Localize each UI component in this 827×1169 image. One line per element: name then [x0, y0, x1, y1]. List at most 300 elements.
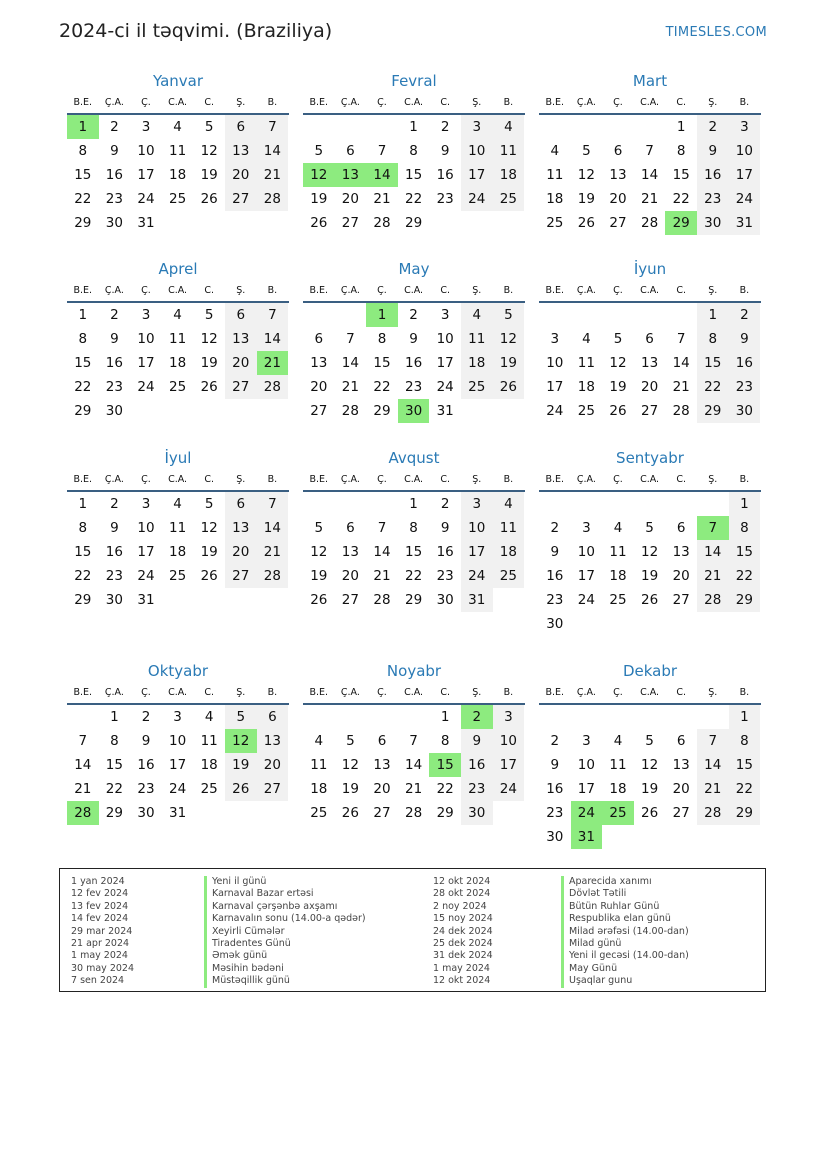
day-cell: 2	[409, 307, 418, 323]
day-cell: 27	[310, 403, 328, 419]
day-cell: 26	[640, 805, 659, 821]
holiday-day-cell: 12	[303, 163, 335, 187]
day-cell: 19	[310, 568, 328, 584]
day-cell: 20	[310, 379, 328, 395]
day-cell: 7	[257, 303, 289, 327]
day-cell: 28	[697, 588, 729, 612]
day-cell: 7	[257, 115, 289, 139]
day-cell: 1	[729, 705, 761, 729]
day-cell: 9	[697, 139, 729, 163]
day-grid	[67, 303, 289, 423]
month-name: Mart	[632, 72, 668, 90]
weekday-label: B.E.	[73, 474, 93, 485]
day-cell: 1	[78, 496, 88, 512]
day-cell: 4	[493, 115, 525, 139]
day-cell: 9	[461, 729, 493, 753]
day-grid	[303, 303, 525, 423]
day-cell: 14	[697, 540, 729, 564]
weekday-label: B.E.	[73, 97, 93, 108]
weekday-label: Ş.	[472, 97, 482, 108]
legend-date: 2 noy 2024	[433, 900, 487, 912]
day-cell: 14	[672, 355, 690, 371]
day-cell: 5	[645, 520, 654, 536]
day-cell: 25	[310, 805, 328, 821]
day-cell: 6	[225, 115, 257, 139]
weekday-label: Ç.A.	[104, 687, 124, 698]
day-cell: 5	[204, 119, 214, 135]
day-cell: 6	[225, 492, 257, 516]
weekday-label: C.A.	[404, 474, 424, 485]
legend-date: 24 dek 2024	[433, 925, 493, 937]
month-block	[303, 71, 525, 235]
weekday-label: C.	[204, 474, 214, 485]
empty-cell	[335, 115, 367, 139]
day-cell: 23	[729, 375, 761, 399]
day-cell: 14	[640, 167, 659, 183]
empty-cell	[303, 705, 335, 729]
day-cell: 7	[676, 331, 686, 347]
legend-date: 1 yan 2024	[71, 876, 125, 887]
day-cell: 31	[137, 215, 155, 231]
brand-link[interactable]: TIMESLES.COM	[665, 25, 767, 40]
day-cell: 21	[697, 564, 729, 588]
legend-holiday-name: May Günü	[561, 963, 689, 975]
day-cell: 27	[225, 375, 257, 399]
month-name: Dekabr	[622, 662, 678, 680]
empty-cell	[67, 705, 99, 729]
month-name: İyun	[633, 260, 667, 278]
day-cell: 7	[697, 729, 729, 753]
day-cell: 10	[461, 139, 493, 163]
holiday-day-cell: 13	[335, 163, 367, 187]
holiday-legend	[59, 868, 766, 992]
day-cell: 21	[672, 379, 690, 395]
day-cell: 18	[609, 568, 627, 584]
weekday-header	[303, 683, 525, 705]
weekday-label: Ç.A.	[576, 687, 596, 698]
holiday-day-cell: 12	[225, 729, 257, 753]
day-cell: 19	[609, 379, 627, 395]
day-cell: 17	[546, 379, 564, 395]
day-cell: 22	[373, 379, 391, 395]
day-cell: 25	[493, 564, 525, 588]
day-cell: 20	[225, 163, 257, 187]
day-cell: 22	[74, 191, 92, 207]
day-cell: 3	[493, 705, 525, 729]
day-cell: 2	[440, 119, 450, 135]
day-cell: 1	[440, 709, 450, 725]
weekday-label: Ç.	[141, 285, 151, 296]
weekday-label: C.A.	[168, 97, 188, 108]
weekday-label: Ç.	[141, 97, 151, 108]
weekday-label: B.E.	[309, 285, 329, 296]
day-cell: 21	[373, 568, 391, 584]
day-cell: 16	[404, 355, 423, 371]
day-cell: 28	[257, 187, 289, 211]
day-cell: 11	[310, 757, 328, 773]
weekday-label: B.E.	[545, 97, 565, 108]
day-cell: 25	[168, 191, 187, 207]
day-cell: 18	[493, 540, 525, 564]
day-cell: 14	[257, 139, 289, 163]
weekday-header	[67, 93, 289, 115]
day-cell: 15	[729, 753, 761, 777]
legend-holiday-name: Aparecida xanımı	[561, 876, 689, 888]
day-cell: 27	[672, 592, 690, 608]
day-cell: 19	[493, 351, 525, 375]
weekday-label: C.A.	[640, 285, 660, 296]
day-cell: 3	[141, 496, 151, 512]
day-cell: 19	[310, 191, 328, 207]
day-cell: 11	[546, 167, 564, 183]
day-cell: 13	[257, 729, 289, 753]
day-cell: 11	[168, 331, 187, 347]
day-cell: 27	[341, 592, 359, 608]
day-cell: 23	[404, 379, 423, 395]
day-cell: 15	[697, 351, 729, 375]
day-cell: 2	[110, 307, 119, 323]
weekday-label: B.	[267, 285, 278, 296]
day-cell: 3	[141, 119, 151, 135]
weekday-label: Ç.	[613, 474, 623, 485]
day-cell: 15	[105, 757, 123, 773]
weekday-label: B.	[267, 474, 278, 485]
day-cell: 22	[729, 564, 761, 588]
day-cell: 23	[546, 592, 564, 608]
day-grid	[303, 705, 525, 825]
day-cell: 19	[341, 781, 359, 797]
day-cell: 6	[257, 705, 289, 729]
empty-cell	[571, 492, 603, 516]
day-cell: 6	[645, 331, 654, 347]
month-block	[67, 448, 289, 612]
empty-cell	[634, 303, 666, 327]
day-cell: 21	[74, 781, 92, 797]
day-cell: 23	[697, 187, 729, 211]
legend-right-dates	[433, 876, 493, 988]
day-cell: 30	[546, 616, 564, 632]
weekday-label: B.E.	[545, 474, 565, 485]
day-cell: 23	[137, 781, 155, 797]
holiday-day-cell: 1	[366, 303, 398, 327]
legend-holiday-name: Milad ərəfəsi (14.00-dan)	[561, 926, 689, 938]
empty-cell	[398, 705, 430, 729]
day-cell: 8	[110, 733, 119, 749]
legend-holiday-name: Respublika elan günü	[561, 913, 689, 925]
day-cell: 21	[257, 540, 289, 564]
day-cell: 21	[697, 777, 729, 801]
day-cell: 16	[729, 351, 761, 375]
day-cell: 31	[729, 211, 761, 235]
legend-date: 25 dek 2024	[433, 937, 493, 949]
empty-cell	[602, 705, 634, 729]
day-cell: 23	[105, 379, 123, 395]
day-cell: 18	[461, 351, 493, 375]
day-cell: 5	[613, 331, 623, 347]
day-cell: 2	[729, 303, 761, 327]
day-cell: 10	[137, 143, 155, 159]
day-cell: 27	[640, 403, 659, 419]
day-cell: 21	[341, 379, 359, 395]
day-cell: 10	[546, 355, 564, 371]
holiday-day-cell: 1	[67, 115, 99, 139]
day-cell: 16	[105, 544, 123, 560]
day-cell: 6	[225, 303, 257, 327]
day-cell: 5	[582, 143, 591, 159]
day-cell: 20	[672, 781, 690, 797]
weekday-label: B.	[503, 687, 514, 698]
day-cell: 28	[404, 805, 423, 821]
day-cell: 27	[672, 805, 690, 821]
day-cell: 16	[546, 568, 564, 584]
weekday-label: Ç.	[613, 285, 623, 296]
day-cell: 15	[74, 355, 92, 371]
day-cell: 16	[461, 753, 493, 777]
day-cell: 13	[640, 355, 659, 371]
day-cell: 15	[672, 167, 690, 183]
empty-cell	[335, 492, 367, 516]
weekday-label: Ç.	[377, 687, 387, 698]
legend-date: 31 dek 2024	[433, 950, 493, 962]
day-cell: 13	[225, 327, 257, 351]
legend-date: 29 mar 2024	[71, 925, 133, 937]
weekday-label: Ç.A.	[576, 285, 596, 296]
month-name: Noyabr	[386, 662, 442, 680]
weekday-label: C.	[204, 285, 214, 296]
day-cell: 23	[105, 191, 123, 207]
day-cell: 15	[404, 167, 423, 183]
day-cell: 26	[341, 805, 359, 821]
day-cell: 14	[257, 327, 289, 351]
weekday-label: B.	[503, 474, 514, 485]
legend-date: 7 sen 2024	[71, 975, 125, 987]
day-cell: 2	[440, 496, 450, 512]
legend-date: 21 apr 2024	[71, 937, 130, 949]
day-cell: 19	[577, 191, 595, 207]
day-cell: 18	[546, 191, 564, 207]
month-block	[303, 661, 525, 825]
day-cell: 12	[609, 355, 627, 371]
day-cell: 5	[204, 496, 214, 512]
day-cell: 7	[78, 733, 88, 749]
day-cell: 20	[225, 351, 257, 375]
weekday-label: Ç.A.	[576, 474, 596, 485]
day-cell: 28	[341, 403, 359, 419]
day-cell: 28	[373, 215, 391, 231]
empty-cell	[366, 115, 398, 139]
day-cell: 1	[676, 119, 686, 135]
day-cell: 19	[200, 355, 218, 371]
day-cell: 6	[346, 520, 355, 536]
month-block	[539, 661, 761, 849]
legend-holiday-name: Karnaval çərşənbə axşamı	[204, 901, 366, 913]
day-cell: 17	[436, 355, 454, 371]
day-cell: 24	[436, 379, 454, 395]
weekday-label: Ş.	[708, 474, 718, 485]
day-cell: 28	[640, 215, 659, 231]
weekday-label: Ç.	[377, 474, 387, 485]
weekday-label: Ç.A.	[340, 97, 360, 108]
day-cell: 1	[697, 303, 729, 327]
holiday-day-cell: 21	[257, 351, 289, 375]
legend-holiday-name: Karnaval Bazar ertəsi	[204, 888, 366, 900]
day-cell: 12	[640, 544, 659, 560]
day-cell: 9	[110, 143, 119, 159]
day-grid	[539, 705, 761, 849]
day-cell: 24	[137, 568, 155, 584]
day-cell: 17	[577, 568, 595, 584]
weekday-label: C.A.	[640, 97, 660, 108]
day-cell: 25	[577, 403, 595, 419]
weekday-label: C.A.	[404, 285, 424, 296]
weekday-label: Ç.A.	[340, 474, 360, 485]
day-cell: 14	[697, 753, 729, 777]
legend-holiday-name: Məsihin bədəni	[204, 963, 366, 975]
day-cell: 10	[493, 729, 525, 753]
day-cell: 22	[404, 568, 423, 584]
day-cell: 8	[729, 729, 761, 753]
day-cell: 5	[493, 303, 525, 327]
day-cell: 23	[546, 805, 564, 821]
month-name: May	[398, 260, 430, 278]
day-cell: 2	[110, 496, 119, 512]
day-cell: 11	[168, 520, 187, 536]
day-cell: 10	[461, 516, 493, 540]
day-cell: 4	[461, 303, 493, 327]
month-name: Oktyabr	[147, 662, 209, 680]
day-cell: 4	[613, 520, 623, 536]
day-cell: 15	[729, 540, 761, 564]
day-cell: 4	[613, 733, 623, 749]
day-cell: 30	[461, 801, 493, 825]
day-cell: 13	[672, 544, 690, 560]
weekday-label: Ş.	[236, 285, 246, 296]
holiday-day-cell: 29	[665, 211, 697, 235]
day-cell: 7	[645, 143, 654, 159]
weekday-label: B.E.	[545, 285, 565, 296]
day-cell: 7	[377, 143, 387, 159]
day-cell: 17	[493, 753, 525, 777]
day-grid	[67, 492, 289, 612]
day-cell: 13	[341, 544, 359, 560]
weekday-label: B.	[267, 687, 278, 698]
day-cell: 25	[461, 375, 493, 399]
legend-date: 28 okt 2024	[433, 888, 491, 900]
day-cell: 30	[546, 829, 564, 845]
day-cell: 12	[200, 143, 218, 159]
legend-holiday-name: Əmək günü	[204, 950, 366, 962]
weekday-label: Ş.	[236, 687, 246, 698]
day-cell: 26	[225, 777, 257, 801]
day-cell: 29	[74, 215, 92, 231]
day-cell: 10	[577, 757, 595, 773]
day-cell: 17	[137, 167, 155, 183]
day-cell: 15	[404, 544, 423, 560]
day-cell: 28	[257, 375, 289, 399]
day-cell: 26	[310, 215, 328, 231]
page-title: 2024-ci il təqvimi. (Braziliya)	[59, 20, 333, 42]
weekday-label: C.	[440, 97, 450, 108]
day-cell: 29	[404, 215, 423, 231]
day-cell: 5	[346, 733, 355, 749]
weekday-label: B.E.	[309, 97, 329, 108]
day-cell: 29	[105, 805, 123, 821]
legend-holiday-name: Dövlət Tətili	[561, 888, 689, 900]
day-cell: 9	[409, 331, 418, 347]
day-cell: 24	[168, 781, 187, 797]
day-cell: 26	[609, 403, 627, 419]
weekday-label: C.A.	[404, 687, 424, 698]
legend-date: 12 fev 2024	[71, 888, 129, 900]
day-cell: 26	[200, 568, 218, 584]
day-cell: 13	[225, 516, 257, 540]
day-cell: 2	[141, 709, 151, 725]
day-cell: 16	[546, 781, 564, 797]
empty-cell	[335, 303, 367, 327]
holiday-day-cell: 28	[67, 801, 99, 825]
weekday-header	[303, 470, 525, 492]
day-cell: 4	[173, 307, 182, 323]
holiday-day-cell: 25	[602, 801, 634, 825]
day-cell: 28	[257, 564, 289, 588]
day-cell: 8	[409, 143, 418, 159]
legend-left-names	[204, 876, 366, 988]
day-cell: 6	[676, 733, 686, 749]
weekday-label: C.	[204, 97, 214, 108]
day-cell: 22	[672, 191, 690, 207]
day-cell: 1	[729, 492, 761, 516]
day-cell: 23	[461, 777, 493, 801]
day-grid	[67, 705, 289, 825]
legend-date: 15 noy 2024	[433, 913, 493, 925]
day-cell: 29	[729, 801, 761, 825]
day-cell: 24	[461, 187, 493, 211]
day-cell: 30	[436, 592, 454, 608]
day-cell: 19	[640, 568, 659, 584]
day-cell: 24	[493, 777, 525, 801]
day-cell: 31	[461, 588, 493, 612]
legend-holiday-name: Xeyirli Cümələr	[204, 926, 366, 938]
weekday-label: Ş.	[472, 285, 482, 296]
day-cell: 22	[404, 191, 423, 207]
legend-date: 1 may 2024	[433, 962, 490, 974]
weekday-label: Ç.	[613, 687, 623, 698]
day-cell: 28	[697, 801, 729, 825]
day-cell: 12	[341, 757, 359, 773]
day-cell: 7	[377, 520, 387, 536]
day-cell: 2	[550, 733, 560, 749]
weekday-header	[539, 93, 761, 115]
day-cell: 25	[546, 215, 564, 231]
day-cell: 23	[105, 568, 123, 584]
legend-date: 14 fev 2024	[71, 913, 129, 925]
weekday-label: Ç.	[377, 97, 387, 108]
day-cell: 26	[200, 379, 218, 395]
day-cell: 18	[493, 163, 525, 187]
day-cell: 3	[582, 733, 591, 749]
day-cell: 25	[168, 568, 187, 584]
day-cell: 20	[341, 191, 359, 207]
day-cell: 17	[168, 757, 187, 773]
day-cell: 29	[436, 805, 454, 821]
legend-holiday-name: Bütün Ruhlar Günü	[561, 901, 689, 913]
month-name: İyul	[164, 449, 192, 467]
day-cell: 31	[137, 592, 155, 608]
legend-holiday-name: Milad günü	[561, 938, 689, 950]
day-cell: 17	[137, 544, 155, 560]
day-cell: 9	[110, 331, 119, 347]
month-name: Yanvar	[152, 72, 204, 90]
